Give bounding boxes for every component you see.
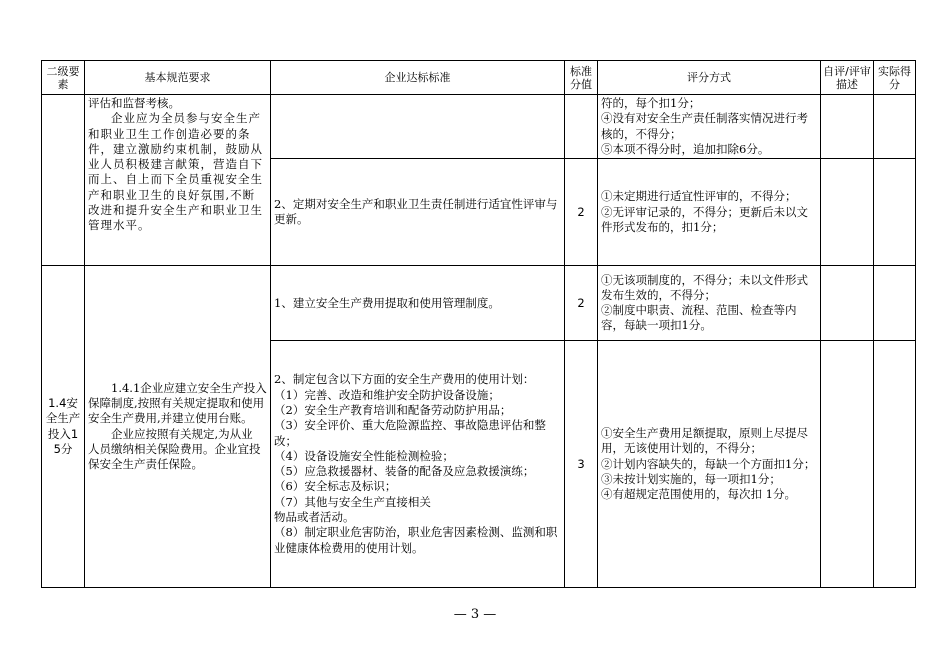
requirement-line: 人员缴纳相关保险费用。企业宜投保安全生产责任保险。	[88, 441, 261, 472]
standard-cell: 1、建立安全生产费用提取和使用管理制度。	[271, 266, 565, 341]
standard-line: （2）安全生产教育培训和配备劳动防护用品；	[274, 403, 512, 417]
requirement-cell	[85, 266, 271, 588]
self-eval-cell	[821, 159, 874, 266]
header-standard: 企业达标标准	[271, 61, 565, 95]
method-line: ②无评审记录的，不得分；更新后未以文件形式发布的，扣1分；	[601, 204, 808, 234]
table-row	[42, 266, 916, 341]
standard-cell: 2、定期对安全生产和职业卫生责任制进行适宜性评审与更新。	[271, 159, 565, 266]
standard-line: （4）设备设施安全性能检测检验；	[274, 448, 454, 463]
standard-cell	[271, 341, 565, 588]
standard-line: （1）完善、改造和维护安全防护设备设施；	[274, 387, 500, 402]
standards-table	[41, 60, 916, 588]
requirement-cell	[85, 95, 271, 266]
self-eval-cell	[821, 341, 874, 588]
standard-line: 物品或者活动。	[274, 510, 355, 525]
page-number: — 3 —	[453, 607, 497, 622]
header-actual-score: 实际得分	[874, 61, 916, 95]
actual-score-cell	[874, 95, 916, 159]
score-cell	[565, 95, 598, 159]
header-requirement: 基本规范要求	[85, 61, 271, 95]
requirement-line: 企业应为全员参与安全生产和职业卫生工作创造必要的条件，建立激励约束机制，鼓励从业人员积极建言献策，营造自下而上、自上而下全员重视安全生产和职业卫生的良好氛围,不断改进和提升安全生产和职业卫生管理水平。	[88, 111, 263, 233]
method-line: ①无该项制度的，不得分；未以文件形式发布生效的，不得分；	[601, 272, 808, 302]
actual-score-cell	[874, 266, 916, 341]
method-cell	[598, 95, 821, 159]
standard-line: （7）其他与安全生产直接相关	[274, 494, 431, 509]
table-row	[42, 95, 916, 159]
standard-line: 2、制定包含以下方面的安全生产费用的使用计划：	[274, 372, 535, 387]
actual-score-cell	[874, 341, 916, 588]
header-self-eval: 自评/评审描述	[821, 61, 874, 95]
self-eval-cell	[821, 95, 874, 159]
actual-score-cell	[874, 159, 916, 266]
element-cell-empty	[42, 95, 85, 266]
requirement-line: 评估和监督考核。	[88, 96, 180, 110]
method-line: ⑤本项不得分时，追加扣除6分。	[601, 141, 770, 156]
self-eval-cell	[821, 266, 874, 341]
method-line: ②制度中职责、流程、范围、检查等内容，每缺一项扣1分。	[601, 303, 797, 333]
header-score: 标准分值	[565, 61, 598, 95]
table-header-row	[42, 61, 916, 95]
header-element: 二级要素	[42, 61, 85, 95]
standard-line: （6）安全标志及标识；	[274, 479, 397, 494]
method-cell	[598, 159, 821, 266]
method-line: ②计划内容缺失的，每缺一个方面扣1分；	[601, 456, 816, 471]
requirement-line: 1.4.1企业应建立安全生产投入保障制度,按照有关规定提取和使用安全生产费用,并建立使用台账。	[88, 380, 267, 426]
header-method: 评分方式	[598, 61, 821, 95]
score-cell: 2	[565, 266, 598, 341]
score-cell: 3	[565, 341, 598, 588]
element-cell: 1.4安全生产投入15分	[42, 266, 85, 588]
method-line: ④没有对安全生产责任制落实情况进行考核的，不得分；	[601, 111, 808, 141]
method-line: ④有超规定范围使用的，每次扣 1分。	[601, 487, 796, 502]
method-cell	[598, 341, 821, 588]
method-line: ①未定期进行适宜性评审的，不得分；	[601, 189, 797, 204]
standard-line: （8）制定职业危害防治，职业危害因素检测、监测和职业健康体检费用的使用计划。	[274, 525, 558, 555]
method-line: 符的，每个扣1分；	[601, 96, 701, 110]
method-cell	[598, 266, 821, 341]
requirement-line: 企业应按照有关规定,为从业	[111, 426, 253, 441]
method-line: ①安全生产费用足额提取，原则上尽提尽用，无该使用计划的，不得分；	[601, 425, 808, 456]
method-line: ③未按计划实施的，每一项扣1分；	[601, 471, 781, 486]
standard-line: （3）安全评价、重大危险源监控、事故隐患评估和整改；	[274, 418, 546, 448]
standard-cell	[271, 95, 565, 159]
score-cell: 2	[565, 159, 598, 266]
standard-line: （5）应急救援器材、装备的配备及应急救援演练；	[274, 464, 535, 479]
